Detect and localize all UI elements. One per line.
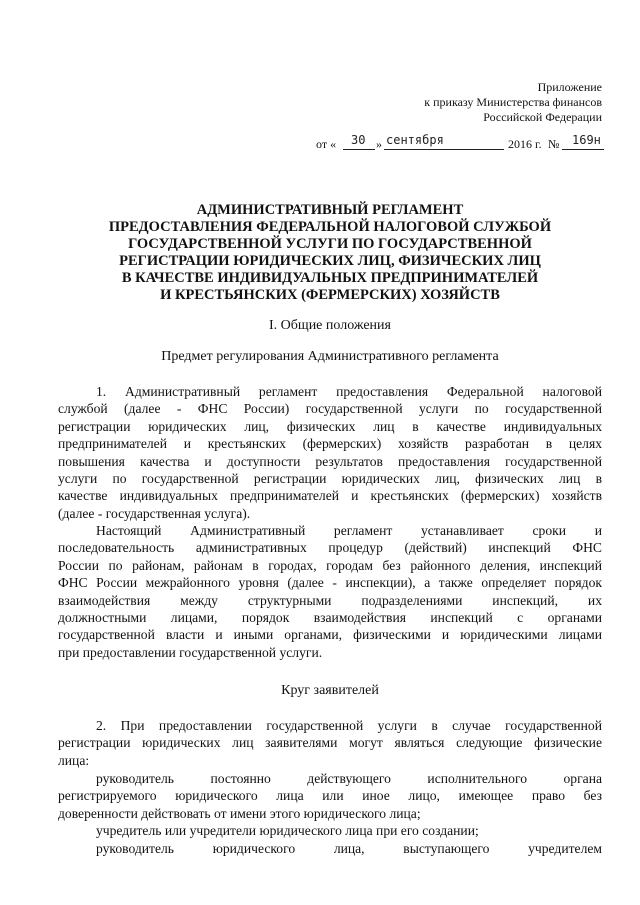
text-line: ФНС России межрайонного уровня (далее - инспекции), а также определяет порядок [58, 575, 602, 591]
day-underline [343, 149, 375, 150]
text-line: регистрируемого юридического лица или иное лицо, имеющее право без [58, 788, 602, 804]
section-heading: I. Общие положения [269, 318, 391, 333]
text-line: взаимодействия между структурными подразделениями инспекций, их [58, 592, 602, 608]
order-from-prefix: от « [316, 137, 337, 151]
title-line: АДМИНИСТРАТИВНЫЙ РЕГЛАМЕНТ [196, 202, 464, 218]
text-line: руководитель постоянно действующего исполнительного органа [96, 771, 602, 786]
month-underline [384, 149, 504, 150]
text-line: последовательность административных процедур (действий) инспекций ФНС [58, 540, 602, 556]
text-line: руководитель юридического лица, выступающего учредителем [96, 841, 602, 856]
number-underline [562, 149, 604, 150]
section-subheading-applicants: Круг заявителей [281, 683, 379, 698]
order-quote-close: » [376, 137, 382, 151]
text-line: России по районам, районам в городах, городам без районного деления, инспекций [58, 557, 602, 573]
appendix-block [424, 80, 602, 125]
text-line: при предоставлении государственной услуги. [58, 644, 323, 660]
text-line: предпринимателей и крестьянских (фермерских) хозяйств разработан в целях [58, 436, 602, 452]
text-line: учредитель или учредители юридического лица при его создании; [96, 823, 479, 838]
paragraph-4 [58, 770, 602, 822]
text-line: качестве индивидуальных предпринимателей и крестьянских (фермерских) хозяйств [58, 488, 602, 504]
appendix-order-ref: к приказу Министерства финансов [424, 95, 602, 109]
order-date-line [316, 133, 606, 153]
text-line: услуги по государственной регистрации юридических лиц, физических лиц в [58, 470, 602, 486]
text-line: 1. Административный регламент предоставления Федеральной налоговой [96, 384, 602, 399]
paragraph-1 [58, 383, 602, 522]
title-line: ПРЕДОСТАВЛЕНИЯ ФЕДЕРАЛЬНОЙ НАЛОГОВОЙ СЛУЖБОЙ [108, 219, 552, 235]
order-number: 169н [572, 133, 601, 147]
text-line: государственной власти и иными органами, физическими и юридическими лицами [58, 627, 602, 643]
title-line: ГОСУДАРСТВЕННОЙ УСЛУГИ ПО ГОСУДАРСТВЕННОЙ [128, 236, 532, 252]
appendix-label: Приложение [537, 80, 602, 94]
order-year: 2016 г. [508, 137, 542, 151]
title-line: В КАЧЕСТВЕ ИНДИВИДУАЛЬНЫХ ПРЕДПРИНИМАТЕЛЕЙ [121, 270, 539, 286]
paragraph-3 [58, 717, 602, 769]
order-month: сентября [386, 133, 444, 147]
text-line: (далее - государственная услуга). [58, 505, 251, 521]
text-line: службой (далее - ФНС России) государственной услуги по государственной [58, 401, 602, 417]
text-line: регистрации юридических лиц, физических лиц в качестве индивидуальных [58, 418, 602, 434]
title-line: РЕГИСТРАЦИИ ЮРИДИЧЕСКИХ ЛИЦ, ФИЗИЧЕСКИХ ЛИЦ [119, 253, 541, 269]
document-title [60, 202, 600, 304]
appendix-country: Российской Федерации [483, 110, 602, 124]
section-subheading: Предмет регулирования Административного регламента [161, 349, 499, 364]
text-line: регистрации юридических лиц заявителями могут являться следующие физические [58, 735, 602, 751]
order-day: 30 [351, 133, 366, 147]
text-line: повышения качества и доступности результатов предоставления государственной [58, 453, 602, 469]
text-line: 2. При предоставлении государственной услуги в случае государственной [96, 718, 602, 733]
order-number-sign: № [548, 137, 560, 151]
paragraph-6 [58, 840, 602, 857]
text-line: должностными лицами, порядок взаимодействия инспекций с органами [58, 609, 602, 625]
paragraph-2 [58, 522, 602, 661]
paragraph-5 [58, 822, 602, 839]
text-line: лица: [58, 752, 90, 768]
title-line: И КРЕСТЬЯНСКИХ (ФЕРМЕРСКИХ) ХОЗЯЙСТВ [160, 287, 500, 303]
text-line: Настоящий Административный регламент устанавливает сроки и [96, 523, 602, 538]
text-line: доверенности действовать от имени этого юридического лица; [58, 805, 421, 821]
